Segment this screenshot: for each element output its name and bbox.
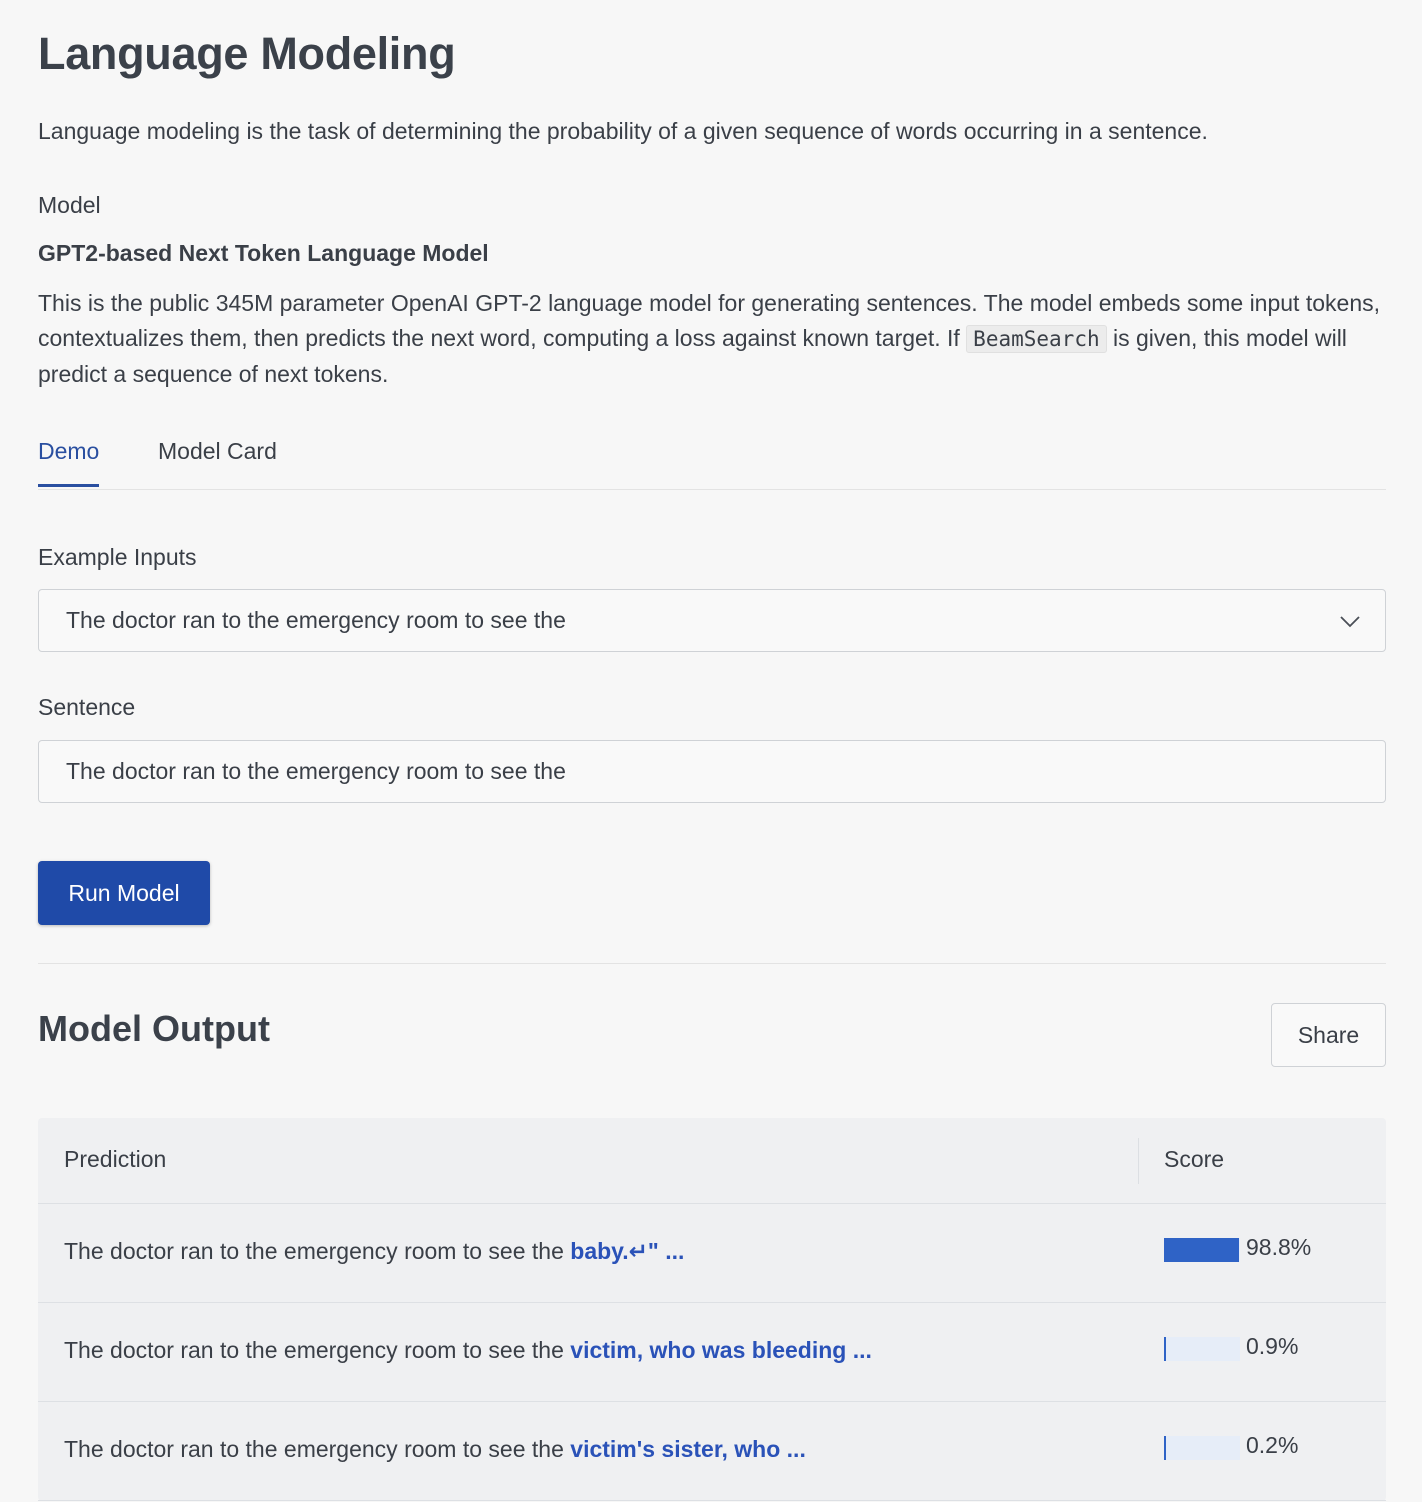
- table-header: [38, 1118, 1386, 1204]
- example-inputs-label: Example Inputs: [38, 544, 197, 570]
- prediction-prefix: The doctor ran to the emergency room to see the: [64, 1436, 571, 1462]
- model-description-code: BeamSearch: [966, 325, 1106, 353]
- tab-model-card[interactable]: Model Card: [158, 438, 277, 464]
- table-row: [38, 1204, 1386, 1303]
- sentence-input[interactable]: [38, 740, 1386, 803]
- prediction-cell: [64, 1337, 872, 1364]
- tab-bar: [38, 420, 1386, 490]
- prediction-cell: [64, 1238, 684, 1265]
- score-bar: [1164, 1337, 1240, 1361]
- output-table: [38, 1118, 1386, 1501]
- score-bar: [1164, 1436, 1240, 1460]
- score-bar-fill: [1165, 1337, 1166, 1361]
- score-value: 98.8%: [1246, 1234, 1312, 1260]
- example-inputs-value: The doctor ran to the emergency room to see the: [66, 607, 566, 633]
- prediction-prefix: The doctor ran to the emergency room to see the: [64, 1337, 571, 1363]
- prediction-continuation[interactable]: victim, who was bleeding ...: [570, 1337, 872, 1363]
- example-inputs-select[interactable]: [38, 589, 1386, 652]
- model-name: GPT2-based Next Token Language Model: [38, 240, 489, 266]
- run-model-button[interactable]: Run Model: [38, 861, 210, 925]
- model-description: [38, 286, 1386, 392]
- column-header-prediction: Prediction: [64, 1146, 167, 1172]
- model-description-text-end: is given, this model will predict a sequence of next tokens.: [38, 325, 1347, 387]
- score-bar-fill: [1165, 1238, 1239, 1262]
- sentence-label: Sentence: [38, 694, 136, 720]
- tab-demo[interactable]: Demo: [38, 438, 99, 487]
- chevron-down-icon: [1339, 610, 1361, 632]
- column-header-score: Score: [1164, 1146, 1225, 1172]
- score-value: 0.2%: [1246, 1432, 1299, 1458]
- section-divider: [38, 963, 1386, 964]
- prediction-continuation[interactable]: victim's sister, who ...: [570, 1436, 806, 1462]
- table-row: [38, 1402, 1386, 1501]
- score-value: 0.9%: [1246, 1333, 1299, 1359]
- page-title: Language Modeling: [38, 28, 456, 79]
- share-button[interactable]: Share: [1271, 1003, 1386, 1067]
- model-output-title: Model Output: [38, 1008, 270, 1049]
- table-row: [38, 1303, 1386, 1402]
- prediction-prefix: The doctor ran to the emergency room to see the: [64, 1238, 571, 1264]
- prediction-cell: [64, 1436, 806, 1463]
- task-description: Language modeling is the task of determining the probability of a given sequence of words occurring in a sentence.: [38, 118, 1208, 144]
- column-separator: [1138, 1138, 1139, 1184]
- score-bar: [1164, 1238, 1240, 1262]
- model-section-label: Model: [38, 192, 101, 218]
- model-description-text: This is the public 345M parameter OpenAI GPT-2 language model for generating sentences. The model embeds some input tokens, contextualizes them, then predicts the next word, computing a loss against known target. If: [38, 290, 1380, 351]
- prediction-continuation[interactable]: baby.↵" ...: [570, 1238, 685, 1264]
